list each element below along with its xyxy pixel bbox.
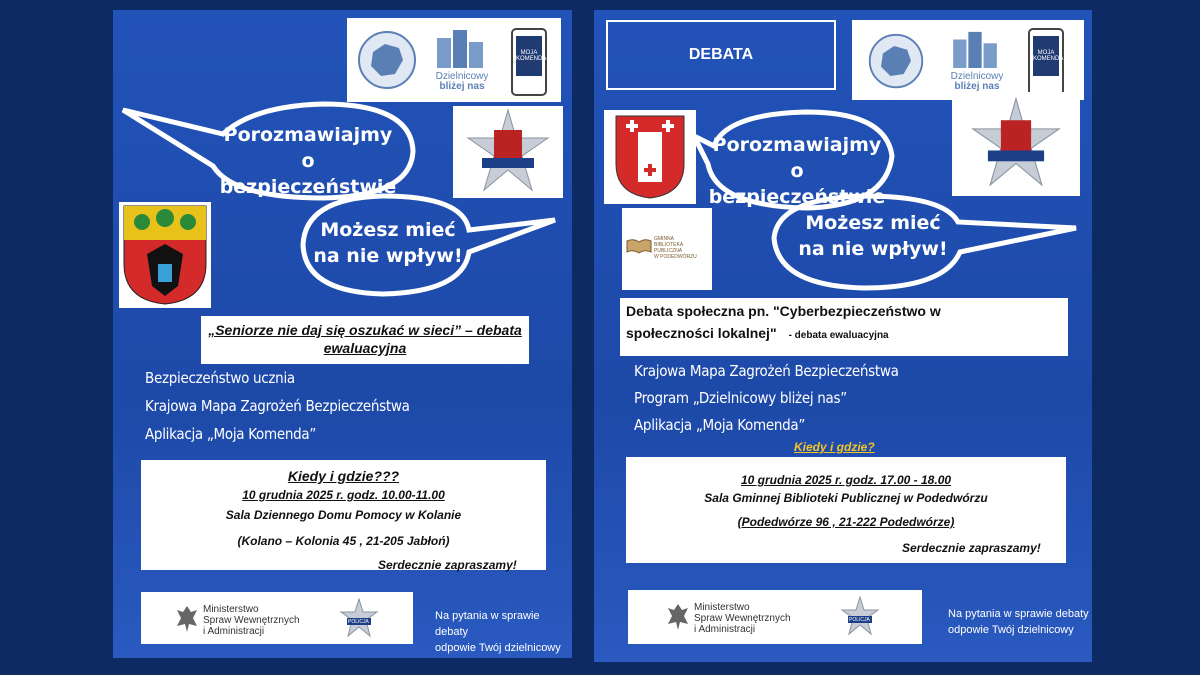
event-date: 10 grudnia 2025 r. godz. 10.00-11.00 [242, 488, 445, 502]
bubble-2-text: Możesz mieć na nie wpływ! [798, 212, 948, 260]
when-where-heading: Kiedy i gdzie??? [287, 468, 400, 484]
coat-of-arms-panel [119, 202, 211, 308]
event-info-box [626, 457, 1066, 563]
when-where-heading: Kiedy i gdzie? [794, 440, 875, 454]
book-icon [626, 238, 652, 254]
topic-item: Bezpieczeństwo ucznia [145, 369, 295, 387]
ministry-name: Ministerstwo Spraw Wewnętrznych i Administracji [203, 604, 300, 637]
topic-item: Program „Dzielnicowy bliżej nas” [634, 389, 847, 407]
moja-komenda-phone-icon: MOJA KOMENDA [511, 28, 547, 96]
topic-list [634, 358, 899, 439]
police-badge-label: POLICJA [348, 619, 369, 625]
invite-text: Serdecznie zapraszamy! [902, 541, 1041, 555]
dzielnicowy-logo-text: Dzielnicowy bliżej nas [950, 71, 1004, 92]
bubble-1-text: Porozmawiajmy o bezpieczeństwie [219, 124, 397, 198]
partner-logos-panel [852, 20, 1084, 100]
right-poster [594, 10, 1092, 662]
topic-item: Aplikacja „Moja Komenda” [145, 425, 317, 443]
topic-item: Aplikacja „Moja Komenda” [634, 416, 806, 434]
map-globe-icon [866, 32, 926, 90]
police-star-icon [962, 96, 1070, 192]
coat-of-arms-icon [614, 114, 686, 200]
police-emblem-panel [453, 106, 563, 198]
eagle-emblem-icon [175, 604, 199, 634]
questions-note: Na pytania w sprawie debaty odpowie Twój dzielnicowy [435, 610, 561, 654]
topic-item: Krajowa Mapa Zagrożeń Bezpieczeństwa [634, 362, 899, 380]
debata-label-box: DEBATA [606, 20, 836, 90]
event-place: Sala Gminnej Biblioteki Publicznej w Podedwórzu [704, 491, 988, 505]
police-badge-label: POLICJA [849, 617, 870, 623]
buildings-icon [435, 28, 485, 68]
topic-list [145, 364, 410, 448]
moja-komenda-phone-icon: MOJA KOMENDA [1028, 28, 1064, 96]
ministry-footer-panel [628, 590, 922, 644]
library-name: GMINNA BIBLIOTEKA PUBLICZNA W PODEDWÓRZU [654, 236, 697, 260]
ministry-name: Ministerstwo Spraw Wewnętrznych i Administracji [694, 602, 791, 635]
police-star-icon [458, 108, 558, 196]
bubble-1-text: Porozmawiajmy o bezpieczeństwie [708, 134, 886, 208]
coat-of-arms-panel [604, 110, 696, 204]
event-address: (Podedwórze 96 , 21-222 Podedwórze) [737, 515, 955, 529]
dzielnicowy-logo-text: Dzielnicowy bliżej nas [435, 71, 489, 92]
left-poster [113, 10, 572, 658]
topic-item: Krajowa Mapa Zagrożeń Bezpieczeństwa [145, 397, 410, 415]
invite-text: Serdecznie zapraszamy! [378, 558, 517, 572]
buildings-icon [950, 30, 1000, 68]
ministry-footer-panel [141, 592, 413, 644]
event-date: 10 grudnia 2025 r. godz. 17.00 - 18.00 [740, 473, 952, 487]
map-globe-icon [355, 30, 419, 90]
partner-logos-panel [347, 18, 561, 102]
event-place: Sala Dziennego Domu Pomocy w Kolanie [225, 508, 462, 522]
coat-of-arms-icon [122, 204, 208, 306]
event-address: (Kolano – Kolonia 45 , 21-205 Jabłoń) [237, 534, 450, 548]
police-emblem-panel [952, 92, 1080, 196]
bubble-2-text: Możesz mieć na nie wpływ! [313, 219, 463, 267]
debate-title: Debata społeczna pn. "Cyberbezpieczeństwo w społeczności lokalnej" - debata ewaluacyjna [620, 298, 1068, 356]
questions-note: Na pytania w sprawie debaty odpowie Twój dzielnicowy [948, 608, 1089, 636]
eagle-emblem-icon [666, 602, 690, 632]
library-logo-panel [622, 208, 712, 290]
event-info-box [141, 460, 546, 570]
debate-title: „Seniorze nie daj się oszukać w sieci” – debata ewaluacyjna [201, 316, 529, 364]
